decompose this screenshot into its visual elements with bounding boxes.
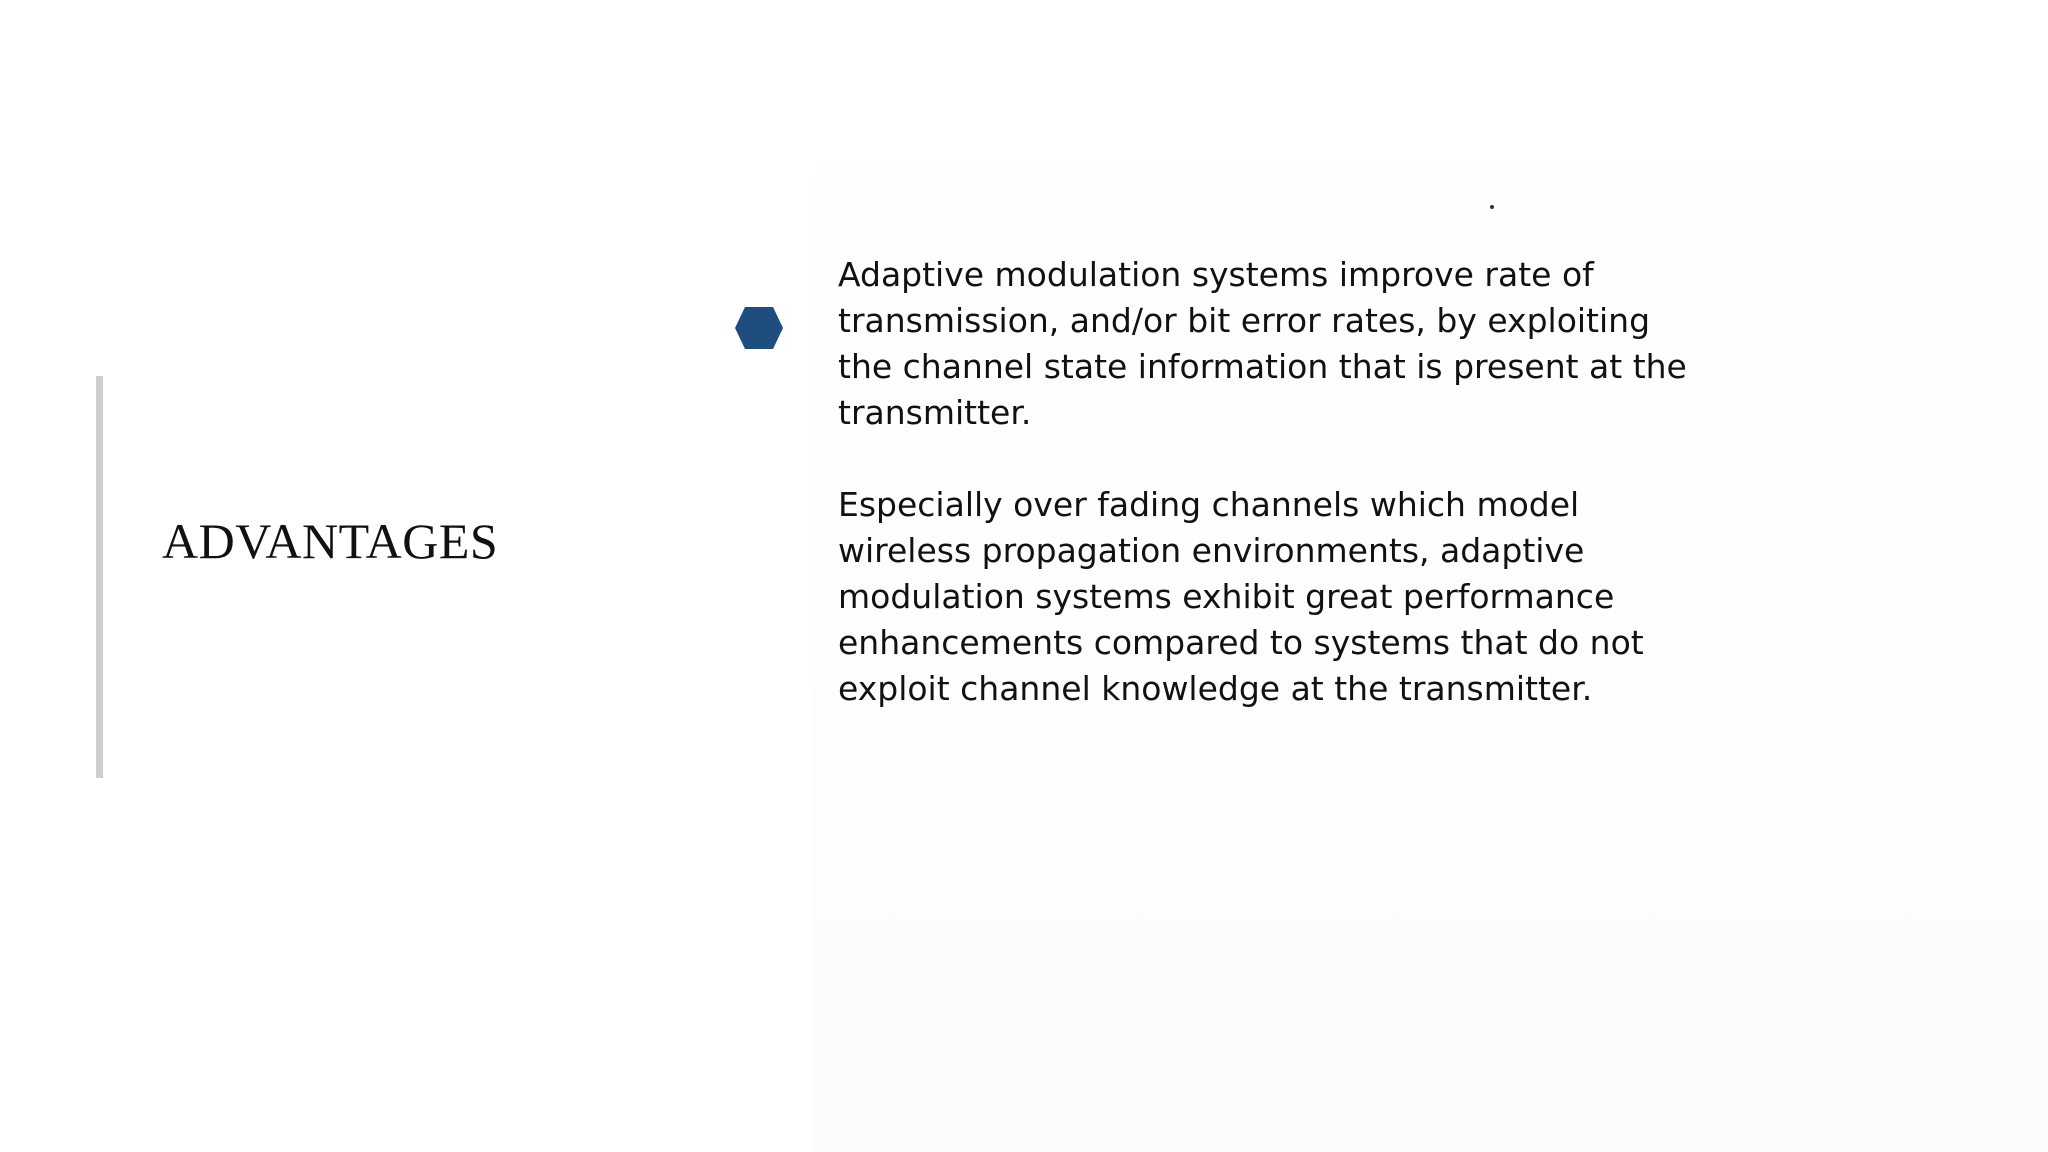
paragraph-1: Adaptive modulation systems improve rate of transmission, and/or bit error rates, by exploiting the channel state information that is present at the transmitter. (838, 255, 1687, 432)
hexagon-bullet-icon (735, 307, 783, 349)
paragraph-2: Especially over fading channels which model wireless propagation environments, adaptive modulation systems exhibit great performance enhancements compared to systems that do not exploit channel knowledge at the transmitter. (838, 485, 1644, 708)
slide-title: ADVANTAGES (162, 513, 499, 569)
stray-dot (1490, 205, 1494, 209)
body-text (838, 252, 1698, 712)
title-accent-bar (96, 376, 103, 778)
